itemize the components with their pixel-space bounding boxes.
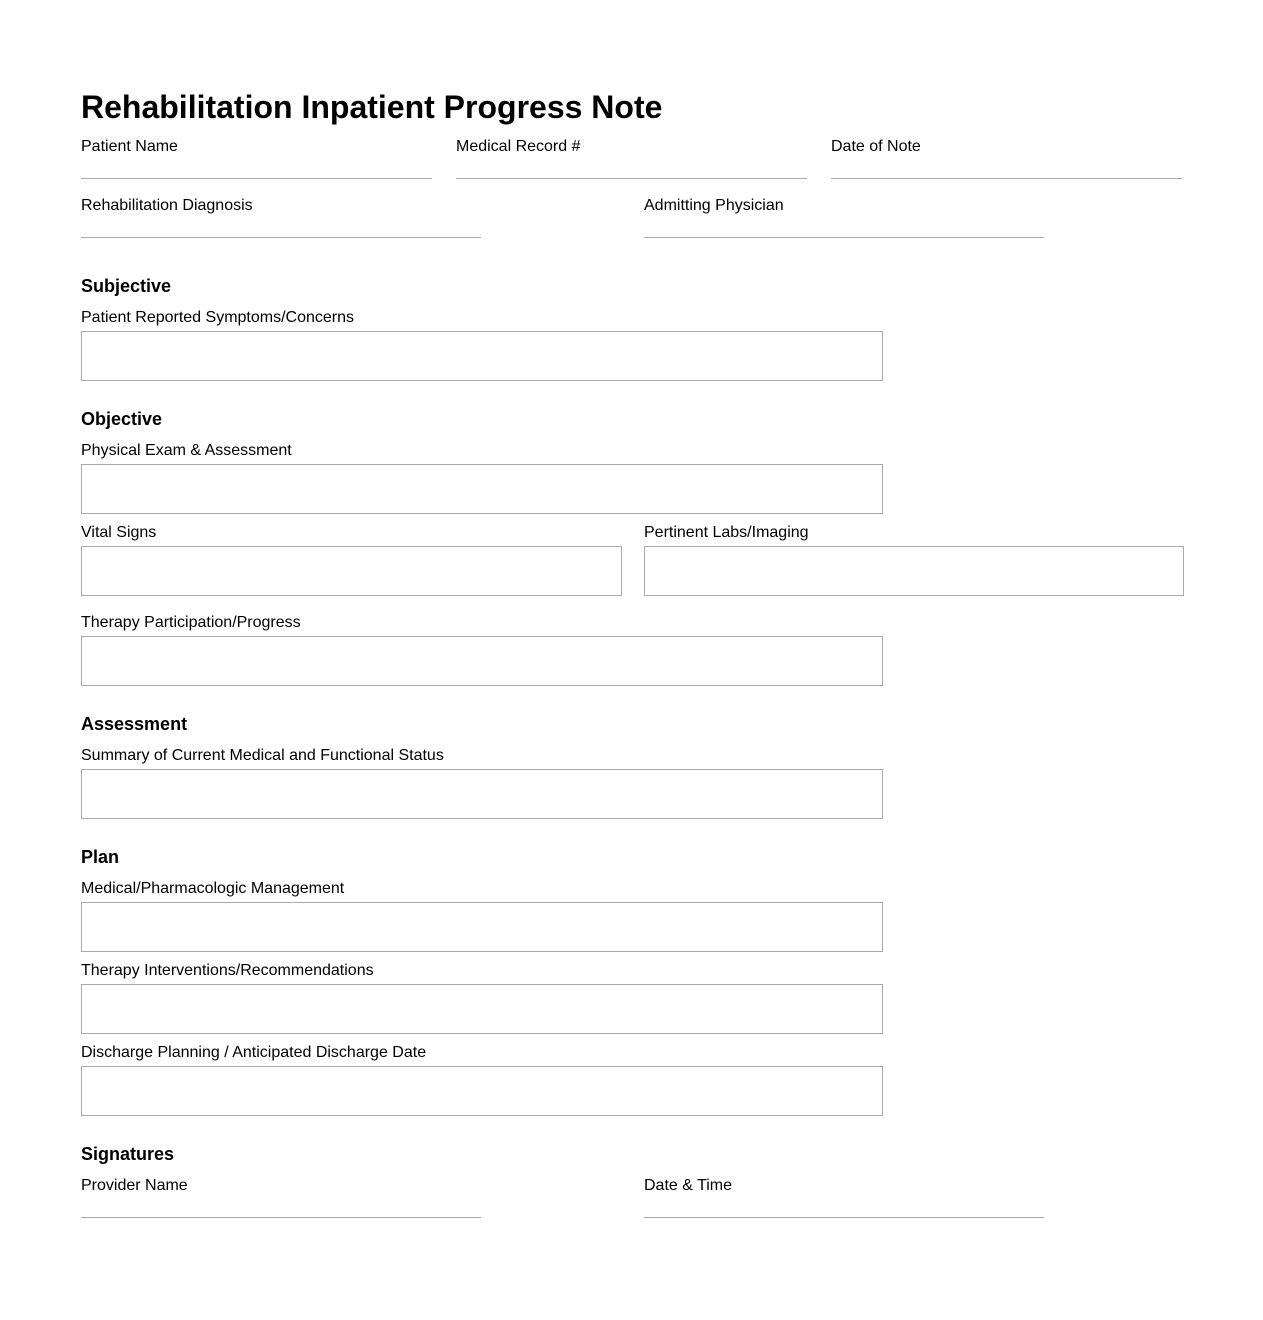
patient-name-label: Patient Name — [81, 138, 178, 155]
physical-exam-textbox[interactable] — [81, 464, 883, 514]
section-plan-title: Plan — [81, 847, 120, 867]
section-signatures-title: Signatures — [81, 1144, 175, 1164]
page-title: Rehabilitation Inpatient Progress Note — [81, 89, 663, 125]
medical-record-label: Medical Record # — [456, 138, 581, 155]
therapy-interventions-label: Therapy Interventions/Recommendations — [81, 962, 374, 979]
labs-imaging-label: Pertinent Labs/Imaging — [644, 524, 809, 541]
symptoms-textbox[interactable] — [81, 331, 883, 381]
physical-exam-label: Physical Exam & Assessment — [81, 442, 292, 459]
date-time-label: Date & Time — [644, 1177, 733, 1194]
medical-management-textbox[interactable] — [81, 902, 883, 952]
patient-name-field[interactable] — [81, 178, 432, 179]
rehab-diagnosis-label: Rehabilitation Diagnosis — [81, 197, 253, 214]
date-time-field[interactable] — [644, 1217, 1044, 1218]
date-of-note-label: Date of Note — [831, 138, 921, 155]
provider-name-field[interactable] — [81, 1217, 481, 1218]
discharge-planning-label: Discharge Planning / Anticipated Discharge Date — [81, 1044, 427, 1061]
therapy-participation-textbox[interactable] — [81, 636, 883, 686]
vital-signs-label: Vital Signs — [81, 524, 157, 541]
therapy-interventions-textbox[interactable] — [81, 984, 883, 1034]
admitting-physician-label: Admitting Physician — [644, 197, 784, 214]
labs-imaging-textbox[interactable] — [644, 546, 1184, 596]
status-summary-textbox[interactable] — [81, 769, 883, 819]
vital-signs-textbox[interactable] — [81, 546, 622, 596]
section-subjective-title: Subjective — [81, 276, 172, 296]
rehab-diagnosis-field[interactable] — [81, 237, 481, 238]
symptoms-label: Patient Reported Symptoms/Concerns — [81, 309, 355, 326]
discharge-planning-textbox[interactable] — [81, 1066, 883, 1116]
status-summary-label: Summary of Current Medical and Functional Status — [81, 747, 444, 764]
medical-management-label: Medical/Pharmacologic Management — [81, 880, 345, 897]
provider-name-label: Provider Name — [81, 1177, 188, 1194]
medical-record-field[interactable] — [456, 178, 807, 179]
therapy-participation-label: Therapy Participation/Progress — [81, 614, 301, 631]
date-of-note-field[interactable] — [831, 178, 1182, 179]
admitting-physician-field[interactable] — [644, 237, 1044, 238]
section-assessment-title: Assessment — [81, 714, 188, 734]
section-objective-title: Objective — [81, 409, 163, 429]
